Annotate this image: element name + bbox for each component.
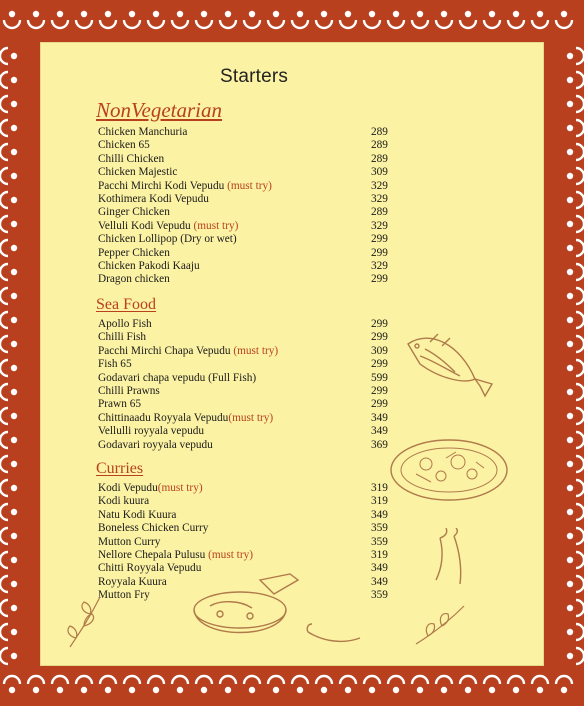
menu-item-price: 299: [371, 331, 388, 344]
menu-item: [98, 372, 398, 385]
menu-item-price: 289: [371, 139, 388, 152]
menu-item-name: Fish 65: [98, 358, 132, 371]
menu-item-name: Pepper Chicken: [98, 246, 170, 259]
fish-illustration: [400, 324, 500, 414]
menu-item-name: Chicken Pakodi Kaaju: [98, 259, 200, 272]
menu-item-name: Nellore Chepala Pulusu: [98, 548, 209, 561]
curry-bowl-illustration: [190, 570, 310, 660]
menu-item-price: 299: [371, 398, 388, 411]
menu-item: [98, 482, 398, 495]
plate-illustration: [386, 434, 512, 506]
menu-item: [98, 549, 398, 562]
menu-item-price: 349: [371, 508, 388, 521]
menu-item-name: Chicken Lollipop (Dry or wet): [98, 233, 237, 246]
must-try-note: (must try): [193, 219, 239, 232]
must-try-note: (must try): [233, 344, 279, 357]
menu-item: [98, 536, 398, 549]
menu-item-name: Mutton Fry: [98, 589, 150, 602]
menu-item-price: 289: [371, 126, 388, 138]
menu-item-price: 319: [371, 548, 388, 561]
menu-item: [98, 318, 398, 331]
menu-item-price: 319: [371, 482, 388, 494]
chili-illustration: [304, 622, 364, 652]
menu-item-name: Chitti Royyala Vepudu: [98, 562, 202, 575]
menu-item-name: Godavari royyala vepudu: [98, 438, 213, 451]
menu-item: [98, 166, 398, 179]
menu-item: [98, 495, 398, 508]
menu-item-name: Ginger Chicken: [98, 206, 170, 219]
menu-item-name: Dragon chicken: [98, 273, 170, 286]
menu-item: [98, 331, 398, 344]
menu-item-name: Chilli Chicken: [98, 152, 165, 165]
menu-item: [98, 345, 398, 358]
menu-item-price: 369: [371, 438, 388, 451]
menu-panel: [40, 42, 544, 666]
menu-item: [98, 385, 398, 398]
menu-item-name: Kodi Vepudu: [98, 482, 158, 494]
menu-item: [98, 233, 398, 246]
menu-item: [98, 412, 398, 425]
menu-item: [98, 126, 398, 139]
menu-item: [98, 180, 398, 193]
leaf-sprig-illustration: [60, 592, 110, 652]
menu-item: [98, 439, 398, 452]
menu-item-price: 289: [371, 206, 388, 219]
menu-item: [98, 398, 398, 411]
menu-item-name: Chittinaadu Royyala Vepudu: [98, 411, 229, 424]
menu-item-name: Godavari chapa vepudu (Full Fish): [98, 371, 257, 384]
menu-item: [98, 522, 398, 535]
menu-item: [98, 153, 398, 166]
menu-item-price: 329: [371, 179, 388, 192]
must-try-note: (must try): [228, 411, 274, 424]
menu-item: [98, 273, 398, 286]
menu-item-price: 309: [371, 344, 388, 357]
menu-item-price: 329: [371, 219, 388, 232]
section-heading-sea-food: Sea Food: [96, 296, 156, 313]
menu-item-name: Velluli Kodi Vepudu: [98, 219, 194, 232]
menu-item-price: 349: [371, 425, 388, 438]
menu-item-price: 309: [371, 166, 388, 179]
menu-item-price: 299: [371, 273, 388, 286]
menu-item-price: 329: [371, 192, 388, 205]
menu-item: [98, 358, 398, 371]
sea-food-list: [98, 318, 398, 452]
leaf-sprig-illustration: [412, 600, 468, 648]
menu-item: [98, 220, 398, 233]
chili-illustration: [432, 528, 472, 588]
menu-item-name: Boneless Chicken Curry: [98, 522, 209, 535]
menu-item-name: Royyala Kuura: [98, 575, 167, 588]
menu-item-price: 299: [371, 246, 388, 259]
menu-item-price: 319: [371, 495, 388, 508]
section-heading-non-veg: NonVegetarian: [96, 98, 222, 122]
menu-item-name: Kodi kuura: [98, 495, 150, 508]
menu-item: [98, 247, 398, 260]
menu-item-name: Kothimera Kodi Vepudu: [98, 192, 209, 205]
menu-item: [98, 193, 398, 206]
menu-item-name: Apollo Fish: [98, 318, 152, 330]
menu-item-price: 359: [371, 522, 388, 535]
menu-item: [98, 509, 398, 522]
must-try-note: (must try): [208, 548, 253, 561]
menu-item-name: Pacchi Mirchi Chapa Vepudu: [98, 344, 234, 357]
menu-item-name: Prawn 65: [98, 398, 141, 411]
menu-item-price: 329: [371, 259, 388, 272]
menu-item: [98, 206, 398, 219]
menu-item-name: Chicken Majestic: [98, 166, 178, 179]
menu-item-name: Natu Kodi Kuura: [98, 508, 177, 521]
menu-item-price: 299: [371, 358, 388, 371]
menu-item: [98, 139, 398, 152]
menu-item-name: Chicken Manchuria: [98, 126, 188, 138]
menu-item-name: Chicken 65: [98, 139, 150, 152]
menu-item-price: 349: [371, 562, 388, 575]
menu-item-price: 289: [371, 152, 388, 165]
section-heading-curries: Curries: [96, 460, 144, 477]
menu-item-price: 349: [371, 575, 388, 588]
must-try-note: (must try): [227, 179, 272, 192]
must-try-note: (must try): [157, 482, 203, 494]
menu-item-name: Chilli Fish: [98, 331, 147, 344]
page-title: Starters: [220, 66, 289, 87]
non-veg-list: [98, 126, 398, 287]
menu-item-price: 359: [371, 589, 388, 602]
menu-item-name: Mutton Curry: [98, 535, 161, 548]
menu-item-price: 599: [371, 371, 388, 384]
menu-item-price: 349: [371, 411, 388, 424]
menu-item-price: 299: [371, 384, 388, 397]
menu-item: [98, 425, 398, 438]
menu-item-name: Chilli Prawns: [98, 384, 160, 397]
menu-item: [98, 260, 398, 273]
menu-item-price: 299: [371, 318, 388, 330]
menu-item-price: 359: [371, 535, 388, 548]
menu-item-name: Vellulli royyala vepudu: [98, 425, 205, 438]
menu-item-name: Pacchi Mirchi Kodi Vepudu: [98, 179, 228, 192]
menu-item-price: 299: [371, 233, 388, 246]
